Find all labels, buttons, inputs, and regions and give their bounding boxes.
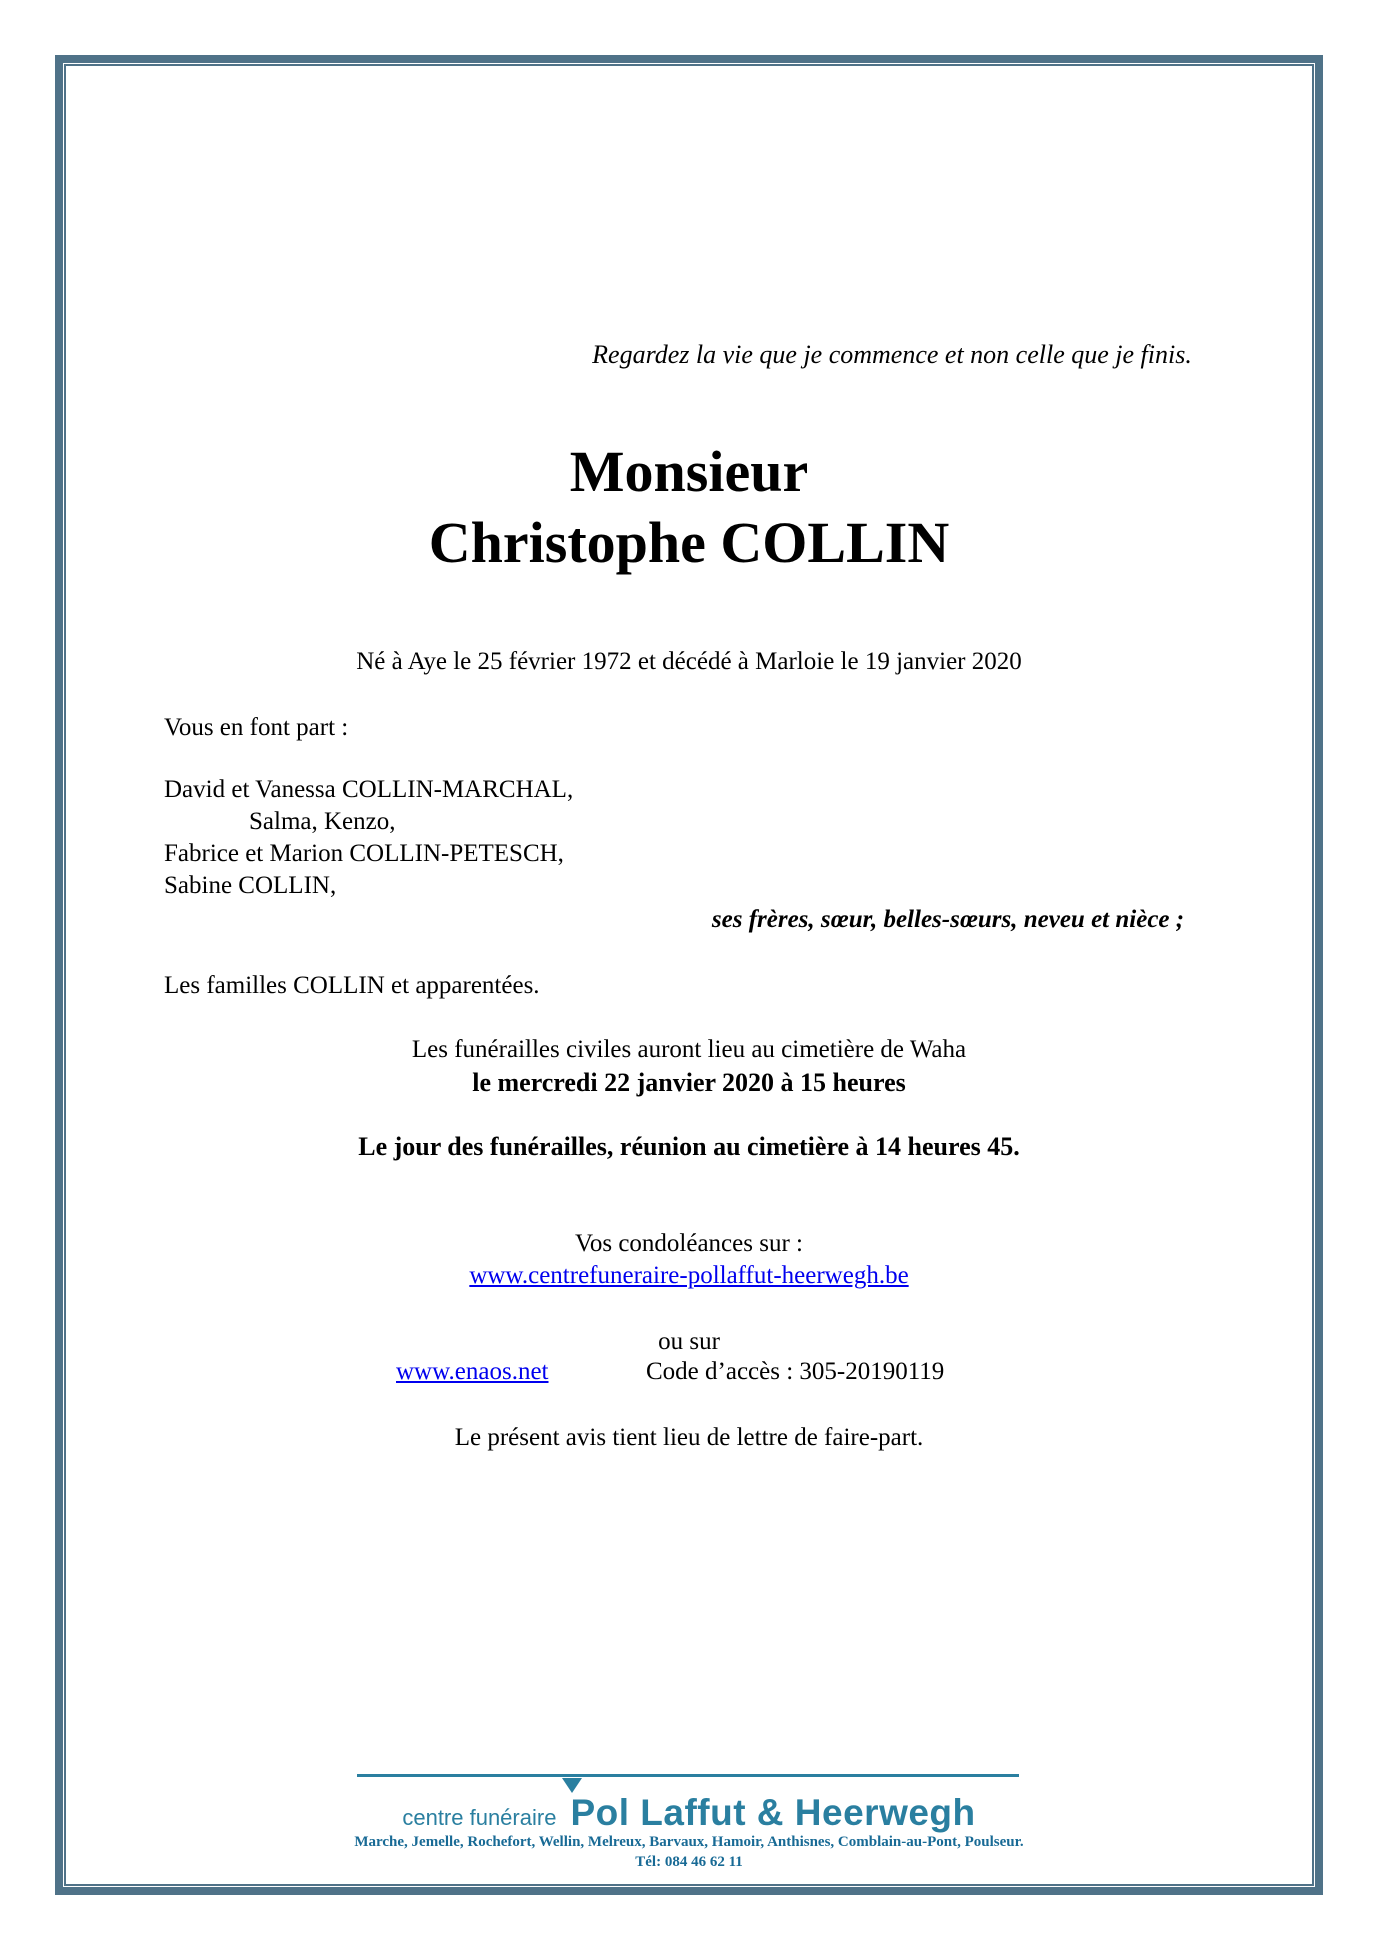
triangle-down-icon <box>562 1778 582 1793</box>
family-member: Salma, Kenzo, <box>249 808 396 835</box>
enaos-website-link[interactable]: www.enaos.net <box>396 1358 549 1385</box>
family-member: Sabine COLLIN, <box>164 872 337 899</box>
ceremony-meeting-line: Le jour des funérailles, réunion au cimetière à 14 heures 45. <box>358 1132 1020 1161</box>
family-list <box>164 774 573 902</box>
family-member: Fabrice et Marion COLLIN-PETESCH, <box>164 840 564 867</box>
family-member: David et Vanessa COLLIN-MARCHAL, <box>164 776 574 803</box>
brand-name: Pol Laffut & Heerwegh <box>570 1792 976 1833</box>
access-code: Code d’accès : 305-20190119 <box>646 1358 945 1385</box>
funeral-home-website-link[interactable]: www.centrefuneraire-pollaffut-heerwegh.be <box>469 1262 909 1289</box>
footer-locations: Marche, Jemelle, Rochefort, Wellin, Melreux, Barvaux, Hamoir, Anthisnes, Comblain-au-Pont, Poulseur. <box>354 1834 1024 1850</box>
footer-divider <box>357 1774 1019 1777</box>
deceased-title <box>0 436 1378 578</box>
brand-name-wrap <box>570 1792 975 1834</box>
brand-prefix: centre funéraire <box>402 1805 557 1830</box>
deceased-name: Christophe COLLIN <box>428 510 950 575</box>
relationship-line: ses frères, sœur, belles-sœurs, neveu et nièce ; <box>711 906 1185 933</box>
epitaph-quote: Regardez la vie que je commence et non celle que je finis. <box>592 340 1192 369</box>
ceremony-location-line: Les funérailles civiles auront lieu au cimetière de Waha <box>411 1036 967 1063</box>
deceased-title-prefix: Monsieur <box>569 439 809 504</box>
related-families-line: Les familles COLLIN et apparentées. <box>164 972 540 999</box>
funeral-home-brand <box>0 1792 1378 1834</box>
announcement-intro: Vous en font part : <box>164 714 349 741</box>
condolences-label: Vos condoléances sur : <box>575 1230 803 1257</box>
condolences-link-row <box>0 1262 1378 1290</box>
footer-phone: Tél: 084 46 62 11 <box>635 1854 743 1870</box>
closing-line: Le présent avis tient lieu de lettre de faire-part. <box>454 1424 924 1451</box>
enaos-row <box>0 1358 1378 1390</box>
ceremony-datetime-line: le mercredi 22 janvier 2020 à 15 heures <box>472 1068 906 1097</box>
or-label: ou sur <box>658 1328 720 1355</box>
birth-death-line: Né à Aye le 25 février 1972 et décédé à Marloie le 19 janvier 2020 <box>356 648 1022 675</box>
